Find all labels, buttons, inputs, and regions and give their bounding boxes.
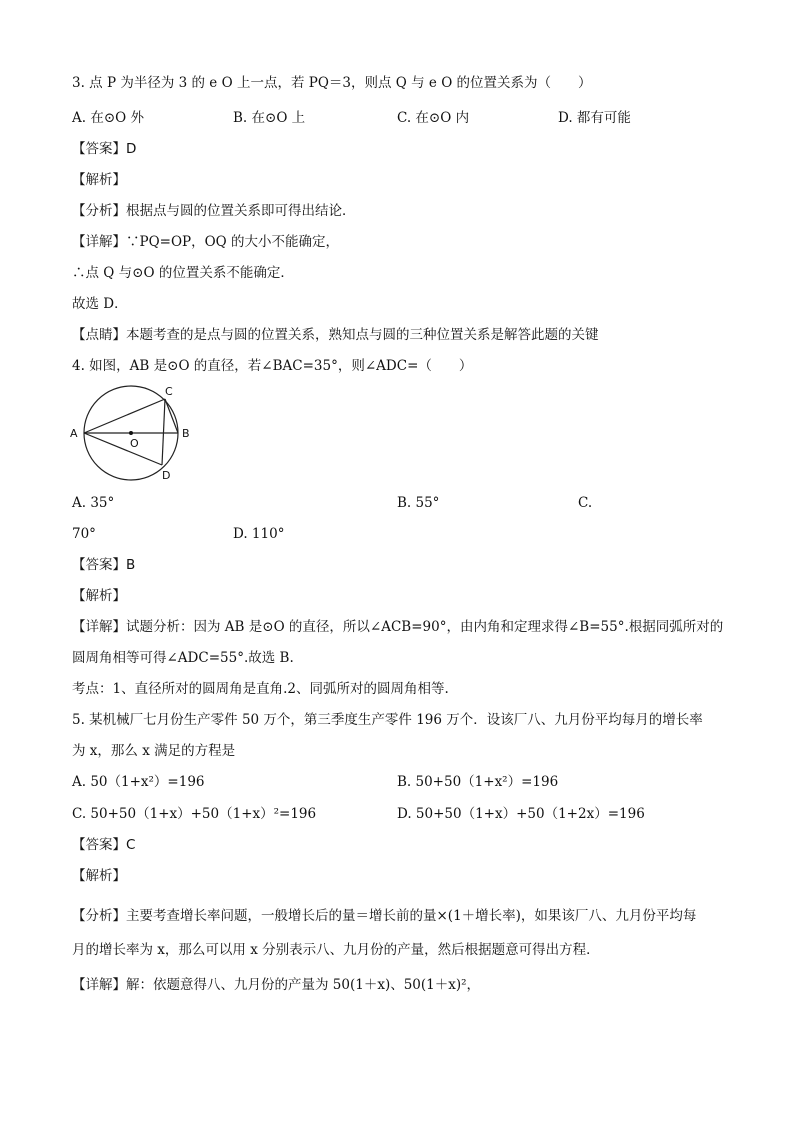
q3-xiangjie-1: 【详解】∵PQ=OP，OQ 的大小不能确定，	[72, 234, 340, 250]
q3-option-d: D. 都有可能	[558, 110, 631, 126]
chord-ad	[84, 433, 162, 465]
q4-xiangjie-1: 【详解】试题分析：因为 AB 是⊙O 的直径，所以∠ACB=90°，由内角和定理求得∠B=55°.根据同弧所对的	[72, 619, 724, 635]
q5-option-b: B. 50+50（1+x²）=196	[397, 774, 559, 790]
q3-dianjing: 【点睛】本题考查的是点与圆的位置关系，熟知点与圆的三种位置关系是解答此题的关键	[72, 327, 599, 343]
q3-stem: 3. 点 P 为半径为 3 的 e O 上一点，若 PQ＝3，则点 Q 与 e O 的位置关系为（ ）	[72, 75, 592, 91]
q4-stem: 4. 如图，AB 是⊙O 的直径，若∠BAC=35°，则∠ADC=（ ）	[72, 358, 473, 374]
q3-xiangjie-3: 故选 D．	[72, 296, 128, 312]
q3-xiangjie-2: ∴点 Q 与⊙O 的位置关系不能确定．	[72, 265, 294, 281]
q5-stem-1: 5. 某机械厂七月份生产零件 50 万个，第三季度生产零件 196 万个．设该厂八、九月份平均每月的增长率	[72, 712, 703, 728]
q4-option-b: B. 55°	[397, 495, 440, 511]
q5-stem-2: 为 x，那么 x 满足的方程是	[72, 743, 236, 759]
q4-circle-figure	[64, 383, 204, 485]
q4-xiangjie-2: 圆周角相等可得∠ADC=55°.故选 B.	[72, 650, 294, 666]
label-a: A	[70, 427, 78, 440]
label-c: C	[165, 385, 173, 398]
label-b: B	[182, 427, 190, 440]
q3-option-c: C. 在⊙O 内	[397, 110, 470, 126]
q4-option-a: A. 35°	[72, 495, 115, 511]
q3-answer: 【答案】D	[72, 141, 137, 157]
center-point	[129, 431, 133, 435]
q3-analysis-heading: 【解析】	[72, 172, 126, 188]
q5-answer: 【答案】C	[72, 837, 136, 853]
q3-fenxi: 【分析】根据点与圆的位置关系即可得出结论．	[72, 203, 356, 219]
q5-option-a: A. 50（1+x²）=196	[72, 774, 205, 790]
label-o: O	[130, 437, 139, 450]
q4-option-c-value: 70°	[72, 526, 96, 542]
chord-cd	[162, 399, 165, 465]
q5-xiangjie: 【详解】解：依题意得八、九月份的产量为 50(1＋x)、50(1＋x)²，	[72, 977, 481, 993]
q4-answer: 【答案】B	[72, 557, 136, 573]
q4-option-d: D. 110°	[233, 526, 285, 542]
q5-analysis-heading: 【解析】	[72, 868, 126, 884]
chord-ac	[84, 399, 165, 433]
chord-cb	[165, 399, 178, 433]
q3-option-a: A. 在⊙O 外	[72, 110, 145, 126]
q5-fenxi-1: 【分析】主要考查增长率问题，一般增长后的量＝增长前的量×(1＋增长率)，如果该厂八、九月份平均每	[72, 908, 697, 924]
q5-fenxi-2: 月的增长率为 x，那么可以用 x 分别表示八、九月份的产量，然后根据题意可得出方程．	[72, 942, 600, 958]
q3-option-b: B. 在⊙O 上	[233, 110, 306, 126]
q4-kaodian: 考点：1、直径所对的圆周角是直角.2、同弧所对的圆周角相等.	[72, 681, 449, 697]
label-d: D	[162, 469, 171, 482]
q5-option-d: D. 50+50（1+x）+50（1+2x）=196	[397, 806, 645, 822]
q5-option-c: C. 50+50（1+x）+50（1+x）²=196	[72, 806, 317, 822]
q4-analysis-heading: 【解析】	[72, 588, 126, 604]
q4-option-c: C.	[578, 495, 593, 511]
